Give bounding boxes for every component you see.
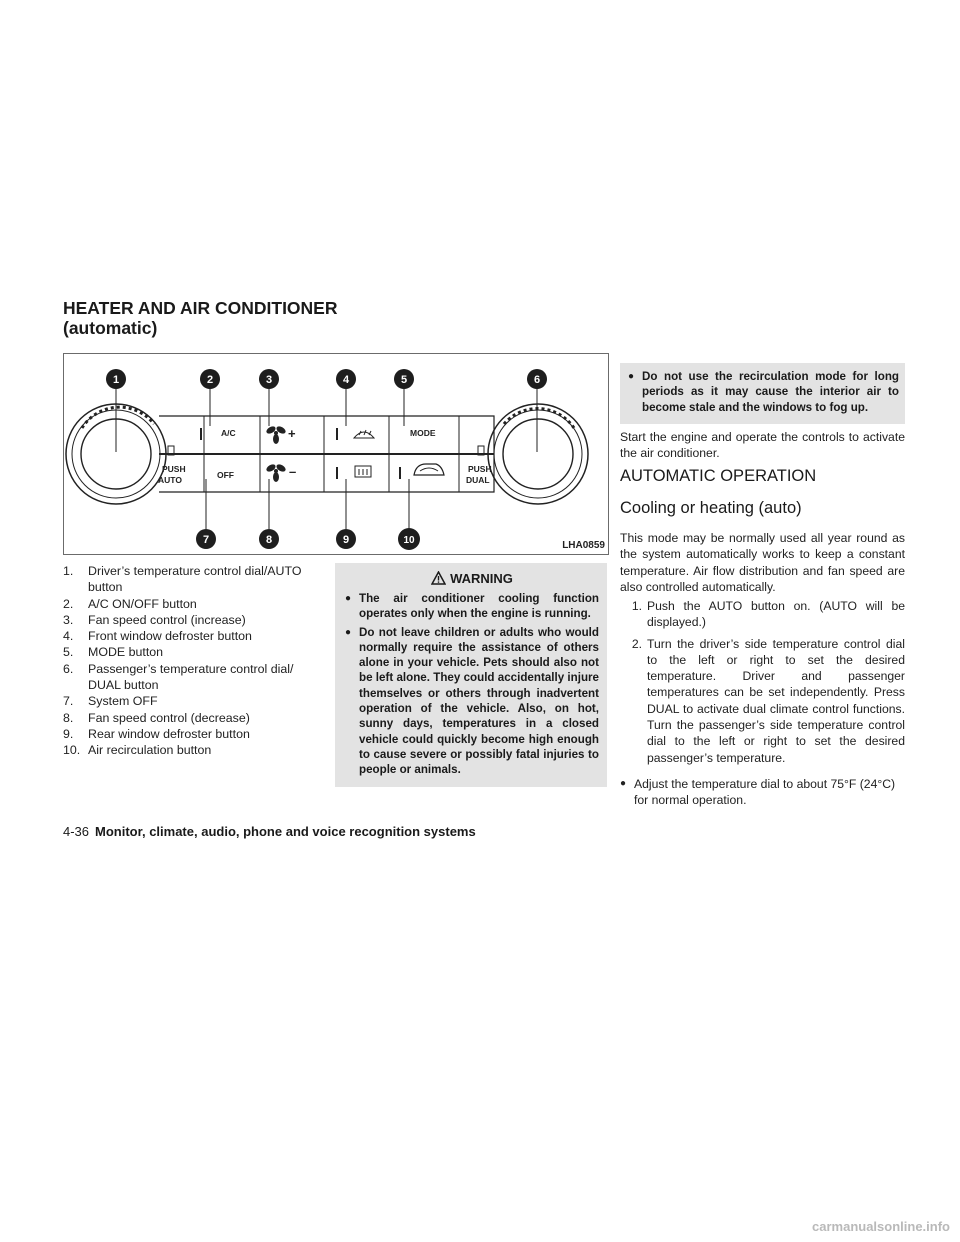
callout-6 — [527, 369, 547, 389]
svg-text:7: 7 — [202, 534, 210, 546]
callout-2 — [200, 369, 220, 389]
warning-box — [335, 563, 607, 787]
svg-text:2: 2 — [206, 374, 214, 386]
list-item: 1. Driver’s temperature control dial/AUTO button — [63, 564, 302, 595]
heading-cooling-heating: Cooling or heating (auto) — [620, 499, 802, 517]
heading-automatic-operation: AUTOMATIC OPERATION — [620, 467, 817, 485]
warning-triangle-icon — [431, 571, 446, 585]
fan-decrease-icon — [265, 463, 296, 482]
warning-heading-text: WARNING — [450, 570, 513, 586]
list-item: 7. System OFF — [63, 694, 158, 709]
climate-panel-diagram — [64, 354, 608, 554]
mode-label: MODE — [410, 428, 436, 438]
bullet-paragraph: ● Adjust the temperature dial to about 75°F (24°C) for normal operation. — [620, 777, 896, 808]
callout-4 — [336, 369, 356, 389]
svg-text:8: 8 — [265, 534, 273, 546]
list-item: 2. A/C ON/OFF button — [63, 596, 197, 611]
list-item: 8. Fan speed control (decrease) — [63, 710, 250, 725]
svg-text:10: 10 — [403, 535, 415, 546]
warning-item: ● The air conditioner cooling function operates only when the engine is running. — [345, 592, 599, 621]
page-footer — [63, 824, 476, 839]
dual-label: DUAL — [466, 475, 490, 485]
ac-label: A/C — [221, 428, 236, 438]
callout-7 — [196, 529, 216, 549]
off-label: OFF — [217, 470, 234, 480]
bullet-icon: ● — [345, 593, 352, 604]
cooling-paragraph: This mode may be normally used all year round as the system automatically works to keep a constant temperature. Air flow distribution and fan speed are also controlled automatically. — [620, 531, 905, 594]
caution-box — [620, 363, 905, 424]
svg-text:4: 4 — [342, 374, 350, 386]
svg-text:6: 6 — [533, 374, 541, 386]
page-number: 4-36 — [63, 824, 90, 839]
push-right-label: PUSH — [468, 464, 492, 474]
auto-label: AUTO — [158, 475, 182, 485]
list-item: 10. Air recirculation button — [63, 743, 212, 758]
callout-3 — [259, 369, 279, 389]
svg-text:3: 3 — [265, 374, 273, 386]
bullet-icon: ● — [628, 371, 635, 382]
list-item: 9. Rear window defroster button — [63, 726, 250, 741]
push-left-label: PUSH — [162, 464, 186, 474]
svg-text:5: 5 — [400, 374, 408, 386]
section-title — [63, 298, 338, 338]
list-item: 5. MODE button — [63, 645, 164, 660]
footer-title: Monitor, climate, audio, phone and voice recognition systems — [95, 824, 476, 839]
figure-code: LHA0859 — [562, 540, 605, 551]
legend-list — [63, 563, 325, 759]
list-item: 2. Turn the driver’s side temperature control dial to the left or right to set the desired temperature. Driver and passenger temperatures can be set independently. Press DUAL to activate dual climate control functions. Turn the passenger’s side temperature control dial to the left or right to set the desired passenger’s temperature. — [631, 636, 905, 765]
svg-text:1: 1 — [112, 374, 120, 386]
section-title-line2: (automatic) — [63, 318, 158, 338]
plus-label: + — [288, 426, 296, 441]
caution-item: ● Do not use the recirculation mode for long periods as it may cause the interior air to become stale and the windows to fog up. — [628, 370, 899, 414]
list-item: 6. Passenger’s temperature control dial/ DUAL button — [63, 661, 294, 693]
passenger-dial — [488, 404, 588, 504]
rear-defrost-icon — [355, 466, 371, 477]
minus-label: – — [289, 464, 297, 479]
list-item: 3. Fan speed control (increase) — [63, 612, 246, 627]
list-item: 1. Push the AUTO button on. (AUTO will be displayed.) — [631, 599, 905, 630]
callout-10 — [398, 528, 420, 550]
fan-increase-icon — [265, 425, 296, 444]
steps-list — [620, 598, 905, 771]
callout-5 — [394, 369, 414, 389]
bullet-icon: ● — [620, 778, 627, 789]
warning-heading — [345, 569, 599, 587]
intro-paragraph: Start the engine and operate the controls to activate the air conditioner. — [620, 430, 905, 461]
bullet-icon: ● — [345, 626, 352, 638]
recirculation-icon — [414, 464, 444, 475]
section-title-line1: HEATER AND AIR CONDITIONER — [63, 298, 338, 318]
callout-8 — [259, 529, 279, 549]
watermark: carmanualsonline.info — [812, 1219, 950, 1234]
climate-panel-figure — [63, 353, 609, 555]
callout-1 — [106, 369, 126, 389]
warning-item: ● Do not leave children or adults who would normally require the assistance of others alone in your vehicle. Pets should also not be left alone. They could accidentally injure themselves or others through inadvertent operation of the vehicle. Also, on hot, sunny days, temperatures in a closed vehicle could quickly become high enough to cause severe or possibly fatal injuries to people or animals. — [345, 625, 599, 777]
front-defrost-icon — [354, 430, 374, 438]
callout-9 — [336, 529, 356, 549]
svg-text:9: 9 — [342, 534, 350, 546]
button-panel — [158, 416, 494, 492]
leader-lines — [116, 386, 537, 529]
list-item: 4. Front window defroster button — [63, 629, 252, 644]
